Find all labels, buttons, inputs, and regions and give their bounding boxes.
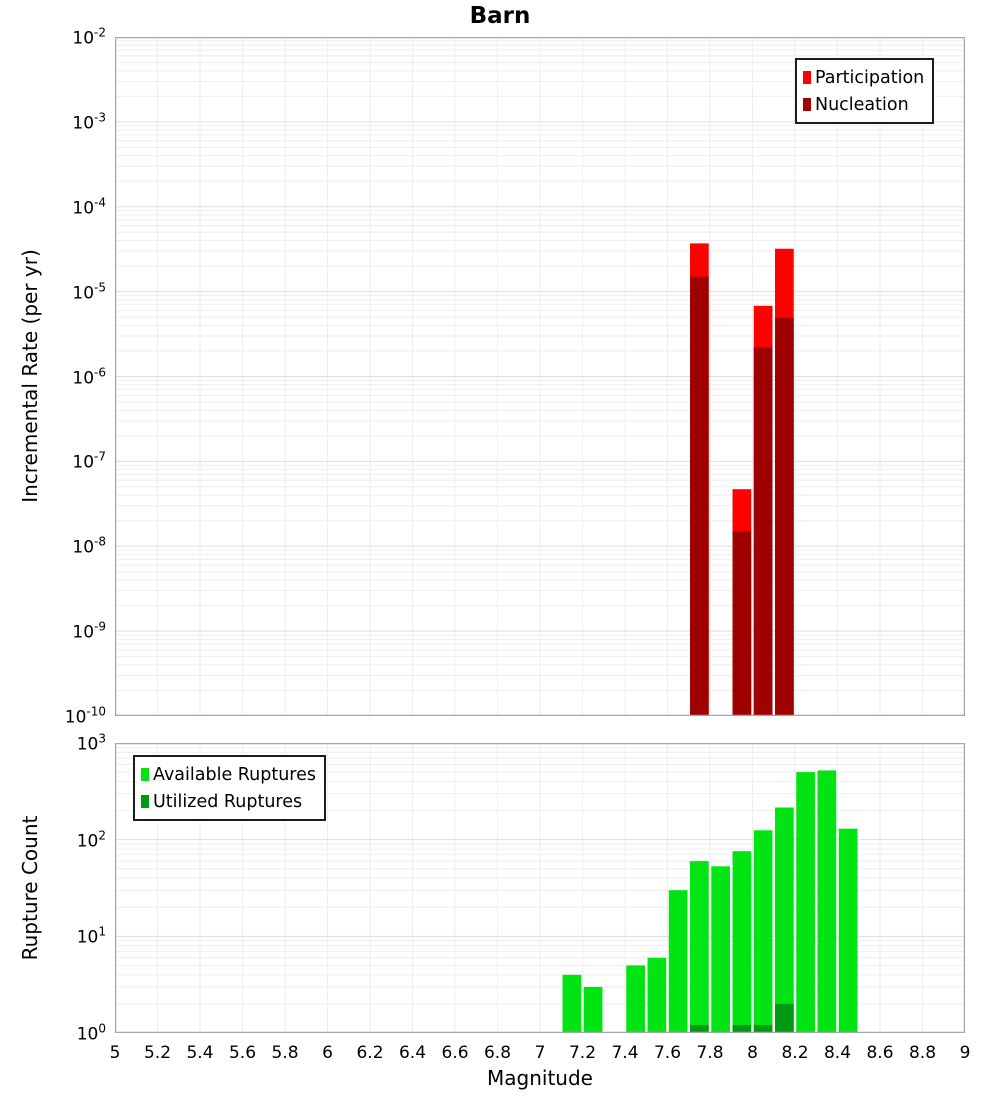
bar-available-ruptures [584, 987, 603, 1033]
x-tick-label: 6 [322, 1043, 333, 1063]
bar-available-ruptures [711, 866, 730, 1033]
x-tick-label: 6.2 [356, 1043, 384, 1063]
y-tick-label: $10^{-7}$ [72, 450, 106, 473]
x-axis-title: Magnitude [487, 1066, 593, 1090]
legend-row-nucleation [803, 91, 924, 118]
legend-label-nucleation: Nucleation [815, 94, 909, 115]
count-y-axis-title: Rupture Count [18, 815, 42, 961]
legend-row-utilized [141, 788, 316, 815]
bar-available-ruptures [839, 829, 858, 1033]
bar-available-ruptures [754, 830, 773, 1033]
x-tick-label: 9 [959, 1043, 971, 1063]
y-tick-label: $10^2$ [76, 828, 106, 851]
bar-nucleation [754, 347, 773, 716]
x-tick-label: 7 [534, 1043, 546, 1063]
bar-available-ruptures [733, 851, 752, 1033]
x-tick-label: 6.4 [398, 1043, 427, 1063]
x-tick-label: 5 [109, 1043, 121, 1063]
bar-available-ruptures [669, 890, 688, 1033]
bar-available-ruptures [563, 975, 582, 1033]
x-tick-label: 5.2 [143, 1043, 172, 1063]
x-tick-label: 7.2 [568, 1043, 597, 1063]
legend-label-available: Available Ruptures [153, 764, 316, 785]
x-tick-label: 8.2 [781, 1043, 809, 1063]
y-tick-label: $10^{-8}$ [72, 534, 106, 558]
bar-utilized-ruptures [775, 1004, 794, 1033]
legend-row-participation [803, 64, 924, 91]
y-tick-label: $10^{-4}$ [72, 195, 106, 219]
rate-chart-panel [115, 37, 965, 716]
available-ruptures-swatch-icon [141, 768, 149, 781]
x-tick-label: 8.6 [866, 1043, 894, 1063]
chart-title: Barn [469, 3, 531, 29]
nucleation-swatch-icon [803, 98, 811, 111]
y-tick-label: $10^0$ [76, 1021, 106, 1045]
bar-available-ruptures [796, 772, 815, 1033]
x-tick-label: 7.8 [696, 1043, 724, 1063]
x-tick-label: 7.6 [653, 1043, 682, 1063]
bar-nucleation [733, 531, 752, 716]
x-tick-label: 6.8 [483, 1043, 512, 1063]
rate-legend [795, 58, 934, 124]
legend-label-participation: Participation [815, 67, 925, 88]
rate-y-axis-title: Incremental Rate (per yr) [18, 249, 42, 503]
count-legend [133, 755, 326, 821]
utilized-ruptures-swatch-icon [141, 795, 149, 808]
bar-available-ruptures [648, 958, 667, 1033]
bar-available-ruptures [775, 808, 794, 1033]
x-tick-label: 8.8 [908, 1043, 937, 1063]
x-tick-label: 5.8 [271, 1043, 299, 1063]
x-tick-label: 8.4 [823, 1043, 852, 1063]
y-tick-label: $10^1$ [76, 925, 106, 948]
x-tick-label: 5.4 [186, 1043, 214, 1063]
participation-swatch-icon [803, 71, 811, 84]
y-tick-label: $10^{-5}$ [72, 280, 106, 303]
y-tick-label: $10^{-10}$ [64, 704, 106, 728]
x-tick-label: 7.4 [611, 1043, 639, 1063]
legend-label-utilized: Utilized Ruptures [153, 791, 303, 812]
y-tick-label: $10^{-3}$ [72, 110, 106, 134]
x-tick-label: 6.6 [441, 1043, 469, 1063]
x-tick-label: 5.6 [228, 1043, 257, 1063]
bar-available-ruptures [818, 770, 837, 1033]
bar-available-ruptures [690, 861, 709, 1033]
y-tick-label: $10^3$ [76, 731, 106, 755]
y-tick-label: $10^{-6}$ [72, 365, 106, 388]
bar-nucleation [690, 277, 709, 716]
rate-chart-svg [115, 37, 965, 716]
legend-row-available [141, 761, 316, 788]
y-tick-label: $10^{-9}$ [72, 619, 106, 643]
bar-nucleation [775, 318, 794, 716]
x-tick-label: 8 [747, 1043, 758, 1063]
y-tick-label: $10^{-2}$ [72, 25, 106, 49]
bar-available-ruptures [626, 965, 645, 1033]
